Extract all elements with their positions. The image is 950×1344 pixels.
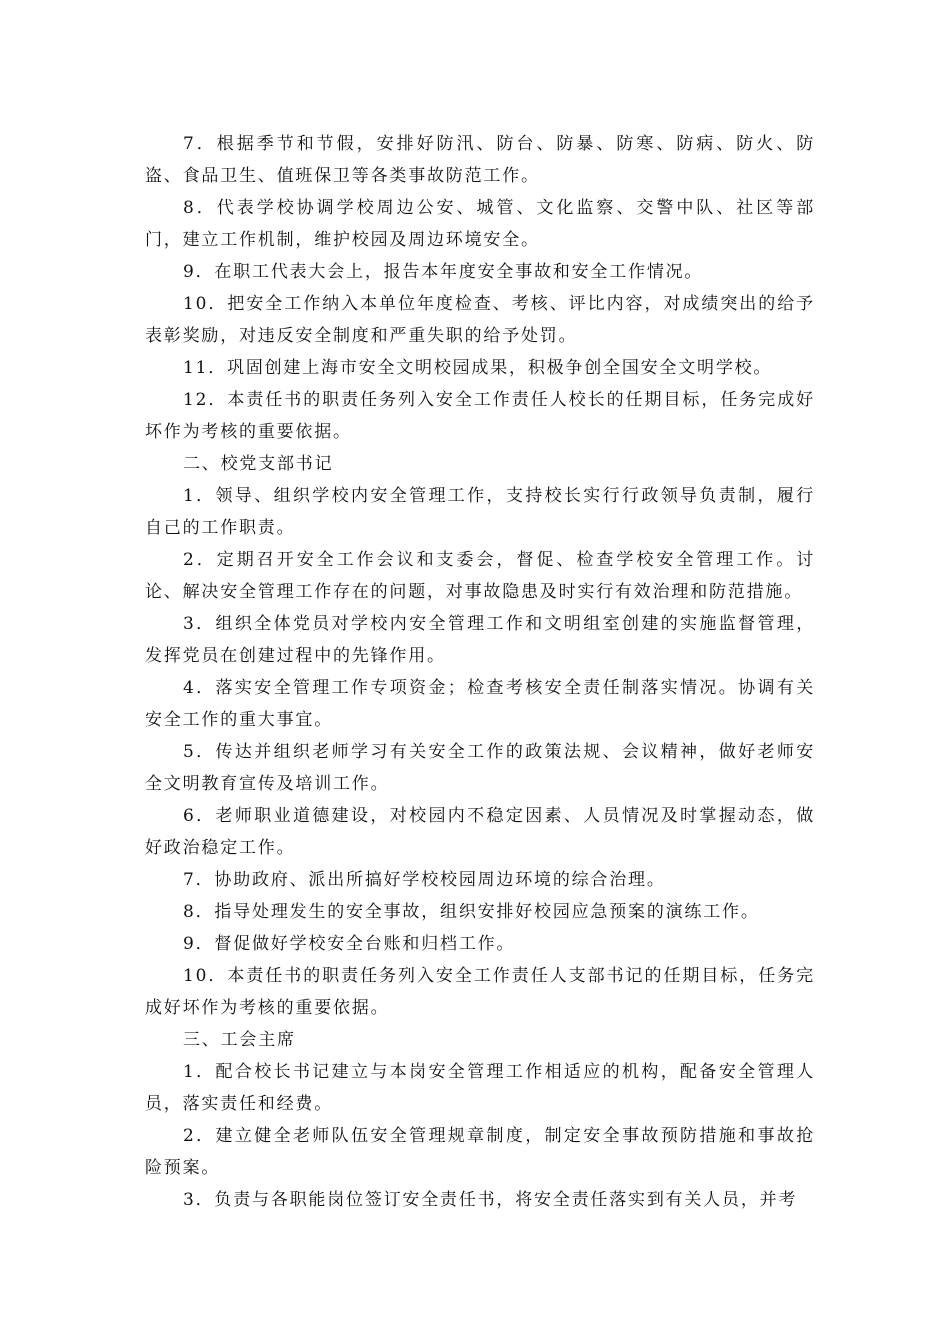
paragraph-9: 2．定期召开安全工作会议和支委会，督促、检查学校安全管理工作。讨论、解决安全管理工作存在的问题，对事故隐患及时实行有效治理和防范措施。 [145, 550, 815, 602]
section-heading-party-secretary: 二、校党支部书记 [183, 454, 334, 474]
paragraph-5: 11．巩固创建上海市安全文明校园成果，积极争创全国安全文明学校。 [183, 358, 773, 378]
paragraph-19: 1．配合校长书记建立与本岗安全管理工作相适应的机构，配备安全管理人员，落实责任和经费。 [145, 1062, 815, 1114]
paragraph-6: 12．本责任书的职责任务列入安全工作责任人校长的任期目标，任务完成好坏作为考核的重要依据。 [145, 390, 815, 442]
paragraph-4: 10．把安全工作纳入本单位年度检查、考核、评比内容，对成绩突出的给予表彰奖励，对违反安全制度和严重失职的给予处罚。 [145, 294, 815, 346]
paragraph-13: 6．老师职业道德建设，对校园内不稳定因素、人员情况及时掌握动态，做好政治稳定工作。 [145, 806, 815, 858]
paragraph-15: 8．指导处理发生的安全事故，组织安排好校园应急预案的演练工作。 [183, 902, 760, 922]
paragraph-17: 10．本责任书的职责任务列入安全工作责任人支部书记的任期目标，任务完成好坏作为考核的重要依据。 [145, 966, 815, 1018]
paragraph-10: 3．组织全体党员对学校内安全管理工作和文明组室创建的实施监督管理，发挥党员在创建过程中的先锋作用。 [145, 614, 815, 666]
paragraph-14: 7．协助政府、派出所搞好学校校园周边环境的综合治理。 [183, 870, 666, 890]
section-heading-union-chair: 三、工会主席 [183, 1030, 296, 1050]
paragraph-3: 9．在职工代表大会上，报告本年度安全事故和安全工作情况。 [183, 262, 704, 282]
paragraph-20: 2．建立健全老师队伍安全管理规章制度，制定安全事故预防措施和事故抢险预案。 [145, 1126, 815, 1178]
paragraph-1: 7．根据季节和节假，安排好防汛、防台、防暴、防寒、防病、防火、防盗、食品卫生、值班保卫等各类事故防范工作。 [145, 134, 815, 186]
paragraph-2: 8．代表学校协调学校周边公安、城管、文化监察、交警中队、社区等部门，建立工作机制，维护校园及周边环境安全。 [145, 198, 815, 250]
paragraph-16: 9．督促做好学校安全台账和归档工作。 [183, 934, 516, 954]
paragraph-11: 4．落实安全管理工作专项资金；检查考核安全责任制落实情况。协调有关安全工作的重大事宜。 [145, 678, 815, 730]
paragraph-12: 5．传达并组织老师学习有关安全工作的政策法规、会议精神，做好老师安全文明教育宣传及培训工作。 [145, 742, 815, 794]
paragraph-21: 3．负责与各职能岗位签订安全责任书，将安全责任落实到有关人员，并考 [183, 1190, 798, 1210]
document-body [145, 128, 815, 1216]
paragraph-8: 1．领导、组织学校内安全管理工作，支持校长实行行政领导负责制，履行自己的工作职责。 [145, 486, 815, 538]
